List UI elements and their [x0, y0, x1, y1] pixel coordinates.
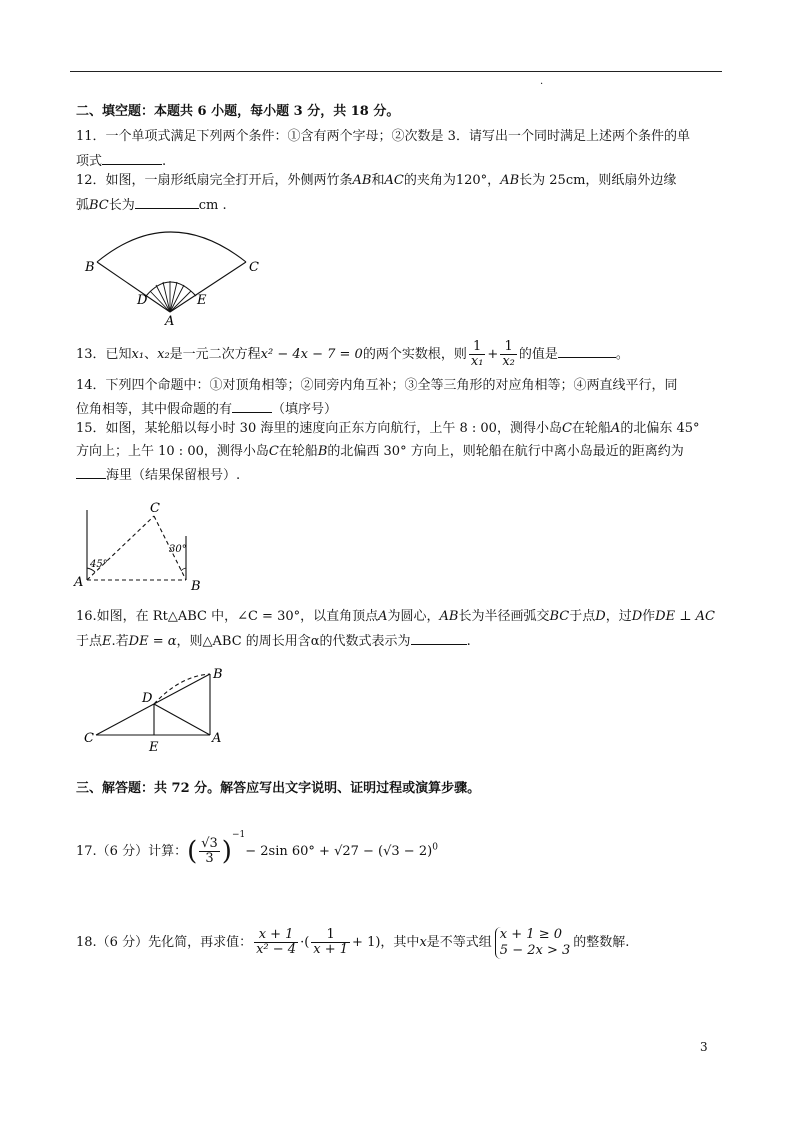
header-rule [70, 71, 722, 72]
q12-line2: 弧BC长为 cm . [76, 198, 227, 213]
tri-label-c: C [84, 731, 94, 746]
q11-line2: 项式 . [76, 154, 167, 169]
q16-line2: 于点E.若DE = α，则△ABC 的周长用含α的代数式表示为 . [76, 634, 471, 649]
fan-label-b: B [85, 260, 95, 275]
q17-line: 17.（6 分）计算：( $\frac{√3}{3}$ )$^{-1}$− 2sin $60^\circ + √27 - (√3 - 2)^0$ [76, 830, 438, 867]
section-2-title: 二、填空题：本题共 6 小题，每小题 3 分，共 18 分。 [76, 104, 400, 119]
q15-answer-blank[interactable] [76, 466, 106, 479]
tri-label-b: B [213, 667, 223, 682]
q14-line1: 14．下列四个命题中：①对顶角相等；②同旁内角互补；③全等三角形的对应角相等；④两直线平行，同 [76, 378, 678, 393]
q12-answer-blank[interactable] [135, 196, 199, 209]
q18-frac-2: $\frac{1}{x + 1}$ [313, 927, 349, 957]
ship-label-b: B [191, 579, 201, 592]
fan-label-e: E [197, 293, 207, 308]
q15-line3: 海里（结果保留根号）. [76, 466, 240, 485]
q13-line: 13．已知x₁、x₂是一元二次方程x² − 4x − 7 = 0的两个实数根，则 $\frac{1}{\text{x₁}}$ + $\frac{1}{\text{x₂}}$ 的值是 。 [76, 339, 629, 369]
q14-line2: 位角相等，其中假命题的有 （填序号） [76, 402, 338, 417]
q13-frac-2: $\frac{1}{\text{x₂}}$ [502, 339, 515, 369]
q18-inequality-system: x + 1 ≥ 0 5 − 2x > 3 [495, 927, 570, 959]
q15-line2: 方向上；上午 10 : 00，测得小岛C在轮船B的北偏西 30° 方向上，则轮船在航行中离小岛最近的距离约为 [76, 444, 684, 459]
q11-answer-blank[interactable] [102, 152, 162, 165]
q13-frac-1: $\frac{1}{\text{x₁}}$ [470, 339, 484, 369]
fan-label-c: C [249, 260, 259, 275]
fan-figure [70, 212, 280, 330]
header-dot: . [540, 76, 544, 87]
q13-answer-blank[interactable] [558, 345, 616, 358]
section-3-title: 三、解答题：共 72 分。解答应写出文字说明、证明过程或演算步骤。 [76, 781, 481, 796]
q11-line1: 11．一个单项式满足下列两个条件：①含有两个字母；②次数是 3．请写出一个同时满足上述两个条件的单 [76, 129, 690, 144]
tri-label-a: A [212, 731, 222, 746]
tri-label-d: D [142, 691, 153, 706]
q16-answer-blank[interactable] [411, 632, 467, 645]
ship-angle-a: 45° [90, 559, 108, 570]
q15-line1: 15．如图，某轮船以每小时 30 海里的速度向正东方向航行，上午 8 : 00，测得小岛C在轮船A的北偏东 45° [76, 421, 700, 436]
page-number: 3 [700, 1040, 708, 1054]
tri-label-e: E [149, 740, 159, 755]
fan-label-a: A [165, 314, 175, 329]
fan-label-d: D [137, 293, 148, 308]
q18-frac-1: $\frac{x + 1}{\text{x² − 4}}$ [256, 927, 297, 957]
q16-line1: 16.如图，在 Rt△ABC 中，∠C = 30°，以直角顶点A为圆心，AB长为半径画弧交BC于点D，过D作DE ⊥ AC [76, 609, 715, 624]
ship-label-c: C [150, 501, 160, 516]
ship-figure [70, 496, 220, 592]
ship-angle-b: 30° [169, 544, 187, 555]
ship-label-a: A [74, 575, 84, 590]
q17-frac: $\frac{√3}{3}$ [201, 836, 218, 866]
q18-line: 18.（6 分）先化简，再求值： $\frac{x + 1}{\text{x² − 4}}$ ·( $\frac{1}{x + 1}$ + 1)，其中x是不等式组 x + 1 ≥ 0 5 − 2x > 3 的整数解. [76, 926, 630, 958]
q13-equation: x² − 4x − 7 = 0 [260, 347, 363, 362]
q14-answer-blank[interactable] [232, 400, 272, 413]
q12-line1: 12．如图，一扇形纸扇完全打开后，外侧两竹条AB和AC的夹角为120°，AB长为 25cm，则纸扇外边缘 [76, 173, 677, 188]
triangle-figure [80, 662, 230, 756]
